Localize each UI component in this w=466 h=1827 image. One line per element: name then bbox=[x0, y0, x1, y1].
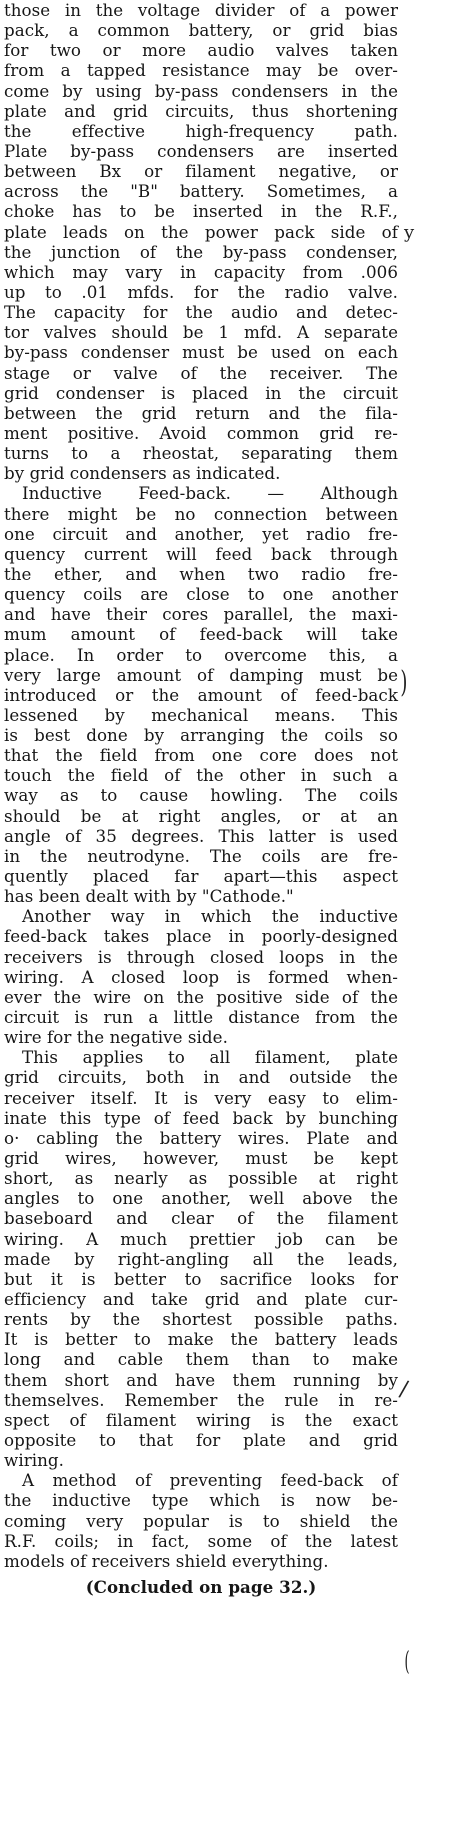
text-line: This applies to all filament, plate bbox=[22, 1047, 398, 1068]
text-line: angles to one another, well above the bbox=[4, 1188, 398, 1209]
continuation-note: (Concluded on page 32.) bbox=[85, 1576, 317, 1597]
text-line: models of receivers shield everything. bbox=[4, 1550, 329, 1571]
text-line: efficiency and take grid and plate cur- bbox=[4, 1289, 398, 1309]
margin-mark: ) bbox=[400, 665, 408, 700]
text-line: between Bx or filament negative, or bbox=[4, 161, 398, 182]
text-line: but it is better to sacrifice looks for bbox=[4, 1268, 398, 1289]
margin-mark: / bbox=[397, 1376, 410, 1403]
text-line: o· cabling the battery wires. Plate and bbox=[4, 1127, 398, 1148]
text-line: quency current will feed back through bbox=[4, 543, 398, 564]
text-line: way as to cause howling. The coils bbox=[4, 785, 398, 806]
text-line: made by right-angling all the leads, bbox=[4, 1248, 398, 1269]
margin-mark: y bbox=[404, 222, 415, 243]
text-line: Inductive Feed-back. — Although bbox=[22, 483, 398, 504]
text-line: mum amount of feed-back will take bbox=[4, 624, 398, 645]
text-line: Another way in which the inductive bbox=[22, 906, 398, 927]
text-line: opposite to that for plate and grid bbox=[4, 1429, 398, 1450]
text-line: turns to a rheostat, separating them bbox=[4, 443, 398, 464]
text-line: receiver itself. It is very easy to elim- bbox=[4, 1087, 398, 1108]
text-line: from a tapped resistance may be over- bbox=[4, 60, 398, 81]
text-line: by-pass condenser must be used on each bbox=[4, 342, 398, 363]
text-line: themselves. Remember the rule in re- bbox=[4, 1389, 398, 1410]
text-line: receivers is through closed loops in the bbox=[4, 946, 398, 967]
text-line: by grid condensers as indicated. bbox=[4, 463, 281, 484]
text-line: wiring. bbox=[4, 1450, 65, 1471]
text-line: rents by the shortest possible paths. bbox=[4, 1309, 398, 1330]
text-line: come by using by-pass condensers in the bbox=[4, 80, 398, 101]
article-column bbox=[4, 0, 398, 1599]
text-line: ment positive. Avoid common grid re- bbox=[4, 422, 398, 443]
text-line: angle of 35 degrees. This latter is used bbox=[4, 825, 398, 846]
text-line: that the field from one core does not bbox=[4, 745, 398, 766]
text-line: pack, a common battery, or grid bias bbox=[4, 20, 398, 41]
text-line: up to .01 mfds. for the radio valve. bbox=[4, 281, 398, 302]
text-line: tor valves should be 1 mfd. A separate bbox=[4, 322, 398, 343]
text-line: grid condenser is placed in the circuit bbox=[4, 382, 398, 403]
text-line: in the neutrodyne. The coils are fre- bbox=[4, 845, 398, 866]
text-line: wiring. A much prettier job can be bbox=[4, 1228, 398, 1249]
text-line: between the grid return and the fila- bbox=[4, 402, 398, 423]
text-line: and have their cores parallel, the maxi- bbox=[4, 604, 398, 625]
text-line: quency coils are close to one another bbox=[4, 584, 398, 605]
text-line: spect of filament wiring is the exact bbox=[4, 1409, 398, 1430]
text-line: short, as nearly as possible at right bbox=[4, 1168, 398, 1189]
text-line: which may vary in capacity from .006 bbox=[4, 261, 398, 282]
text-line: wire for the negative side. bbox=[4, 1027, 228, 1048]
text-line: long and cable them than to make bbox=[4, 1349, 398, 1370]
text-line: inate this type of feed back by bunching bbox=[4, 1107, 398, 1128]
text-line: the junction of the by-pass condenser, bbox=[4, 241, 398, 262]
text-line: quently placed far apart—this aspect bbox=[4, 866, 398, 887]
text-line: The capacity for the audio and detec- bbox=[4, 302, 398, 323]
text-line: choke has to be inserted in the R.F., bbox=[4, 201, 398, 222]
text-line: is best done by arranging the coils so bbox=[4, 725, 398, 746]
text-line: It is better to make the battery leads bbox=[4, 1329, 398, 1350]
text-line: baseboard and clear of the filament bbox=[4, 1208, 398, 1229]
text-line: wiring. A closed loop is formed when- bbox=[4, 966, 398, 987]
text-line: touch the field of the other in such a bbox=[4, 765, 398, 786]
text-line: has been dealt with by "Cathode." bbox=[4, 886, 294, 907]
text-line: A method of preventing feed-back of bbox=[22, 1470, 398, 1491]
text-line: the inductive type which is now be- bbox=[4, 1490, 398, 1511]
text-line: those in the voltage divider of a power bbox=[4, 0, 398, 20]
text-line: R.F. coils; in fact, some of the latest bbox=[4, 1530, 398, 1551]
text-line: ever the wire on the positive side of the bbox=[4, 986, 398, 1007]
text-line: Plate by-pass condensers are inserted bbox=[4, 140, 398, 161]
text-line: grid circuits, both in and outside the bbox=[4, 1067, 398, 1088]
text-line: the ether, and when two radio fre- bbox=[4, 563, 398, 584]
text-line: plate leads on the power pack side of bbox=[4, 221, 398, 242]
text-line: them short and have them running by bbox=[4, 1369, 398, 1390]
text-line: for two or more audio valves taken bbox=[4, 40, 398, 61]
text-line: the effective high-frequency path. bbox=[4, 120, 398, 141]
text-line: place. In order to overcome this, a bbox=[4, 644, 398, 665]
text-line: should be at right angles, or at an bbox=[4, 805, 398, 826]
text-line: plate and grid circuits, thus shortening bbox=[4, 100, 398, 121]
text-line: lessened by mechanical means. This bbox=[4, 704, 398, 725]
text-line: feed-back takes place in poorly-designed bbox=[4, 926, 398, 947]
text-line: one circuit and another, yet radio fre- bbox=[4, 523, 398, 544]
text-line: very large amount of damping must be bbox=[4, 664, 398, 685]
text-line: across the "B" battery. Sometimes, a bbox=[4, 181, 398, 202]
text-line: grid wires, however, must be kept bbox=[4, 1148, 398, 1169]
text-line: stage or valve of the receiver. The bbox=[4, 362, 398, 383]
text-line: introduced or the amount of feed-back bbox=[4, 684, 398, 705]
text-line: circuit is run a little distance from the bbox=[4, 1007, 398, 1028]
text-line: there might be no connection between bbox=[4, 503, 398, 524]
article-body bbox=[4, 0, 398, 1571]
margin-mark: ( bbox=[404, 1647, 410, 1677]
text-line: coming very popular is to shield the bbox=[4, 1510, 398, 1531]
